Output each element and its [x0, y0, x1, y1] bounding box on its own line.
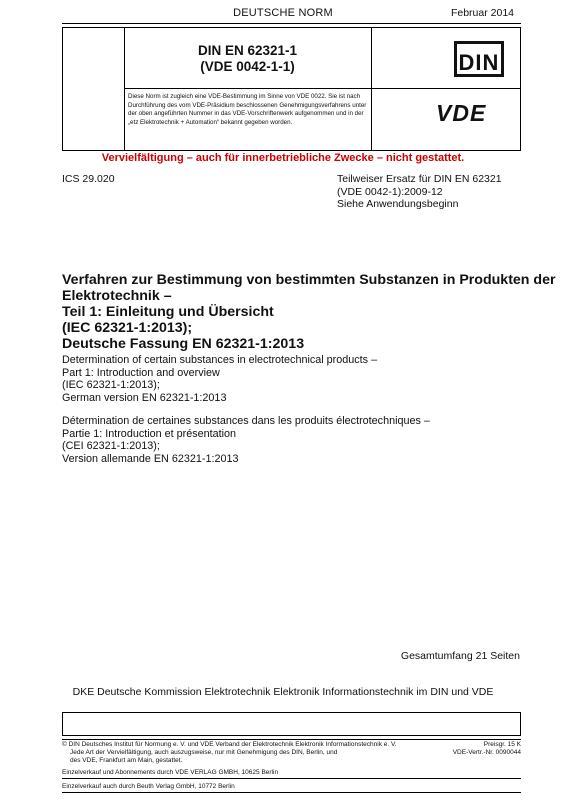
copyright-line: Jede Art der Vervielfältigung, auch auszugsweise, nur mit Genehmigung des DIN, Berlin, und [70, 748, 338, 756]
din-logo [454, 41, 504, 77]
price-info [453, 741, 521, 757]
dke-line: DKE Deutsche Kommission Elektrotechnik Elektronik Informationstechnik im DIN und VDE [72, 686, 494, 698]
box-divider-right [371, 27, 372, 151]
sales-info-beuth: Einzelverkauf auch durch Beuth Verlag GmbH, 10772 Berlin [62, 783, 235, 790]
copyright-line: © DIN Deutsches Institut für Normung e. V. und VDE Verband der Elektrotechnik Elektronik Informationstechnik e. V. [62, 741, 397, 748]
copyright-line: des VDE, Frankfurt am Main, gestattet. [70, 756, 183, 764]
title-french-line: Version allemande EN 62321-1:2013 [62, 452, 239, 465]
standard-number-line: DIN EN 62321-1 [197, 43, 298, 58]
copyright-notice [62, 741, 422, 764]
title-german [62, 272, 556, 352]
title-english-line: (IEC 62321-1:2013); [62, 379, 160, 392]
title-english [62, 354, 522, 404]
footer-separator [62, 792, 521, 793]
title-french-line: Détermination de certaines substances dans les produits électrotechniques – [62, 415, 430, 427]
title-german-line: Deutsche Fassung EN 62321-1:2013 [62, 336, 305, 352]
vde-note-line: der oben angeführten Nummer in das VDE-Vorschriftenwerk aufgenommen und in der [128, 110, 364, 118]
empty-box [62, 712, 521, 736]
footer-rule [62, 739, 521, 740]
title-english-line: German version EN 62321-1:2013 [62, 391, 227, 404]
total-pages: Gesamtumfang 21 Seiten [400, 650, 520, 662]
title-german-line: Elektrotechnik – [62, 288, 172, 304]
ics-code: ICS 29.020 [62, 173, 115, 185]
title-german-line: Teil 1: Einleitung und Übersicht [62, 304, 274, 320]
replacement-info [337, 173, 502, 211]
footer-separator [62, 778, 521, 779]
standard-vde-number: (VDE 0042-1-1) [200, 59, 295, 74]
din-logo-text: DIN [458, 50, 500, 75]
vde-note-line: Durchführung des vom VDE-Präsidium beschlossenen Genehmigungsverfahrens unter [128, 101, 367, 109]
vde-note [128, 93, 366, 127]
vde-contract-number: VDE-Vertr.-Nr. 0090044 [452, 748, 521, 756]
vde-logo: VDE [436, 100, 487, 126]
title-english-line: Determination of certain substances in electrotechnical products – [62, 354, 378, 366]
title-german-line: Verfahren zur Bestimmung von bestimmten Substanzen in Produkten der [62, 272, 556, 288]
title-french [62, 415, 522, 465]
vde-note-line: Diese Norm ist zugleich eine VDE-Bestimmung im Sinne von VDE 0022. Sie ist nach [128, 93, 361, 100]
title-french-line: Partie 1: Introduction et présentation [62, 427, 237, 440]
box-divider-horizontal [124, 88, 521, 89]
replacement-line: (VDE 0042-1):2009-12 [337, 185, 443, 198]
header-date: Februar 2014 [450, 7, 514, 19]
title-english-line: Part 1: Introduction and overview [62, 366, 220, 379]
replacement-line: Teilweiser Ersatz für DIN EN 62321 [337, 173, 502, 185]
vde-note-line: „etz Elektrotechnik + Automation“ bekannt gegeben worden. [128, 118, 293, 126]
price-group: Preisgr. 15 K [483, 741, 521, 748]
standard-number [124, 43, 371, 75]
replacement-line: Siehe Anwendungsbeginn [337, 198, 459, 210]
header-title: DEUTSCHE NORM [233, 7, 333, 19]
title-french-line: (CEI 62321-1:2013); [62, 440, 160, 453]
title-german-line: (IEC 62321-1:2013); [62, 320, 193, 336]
copy-warning: Vervielfältigung – auch für innerbetriebliche Zwecke – nicht gestattet. [101, 152, 465, 164]
header-rule [62, 23, 521, 24]
sales-info-vde: Einzelverkauf und Abonnements durch VDE VERLAG GMBH, 10625 Berlin [62, 769, 279, 776]
